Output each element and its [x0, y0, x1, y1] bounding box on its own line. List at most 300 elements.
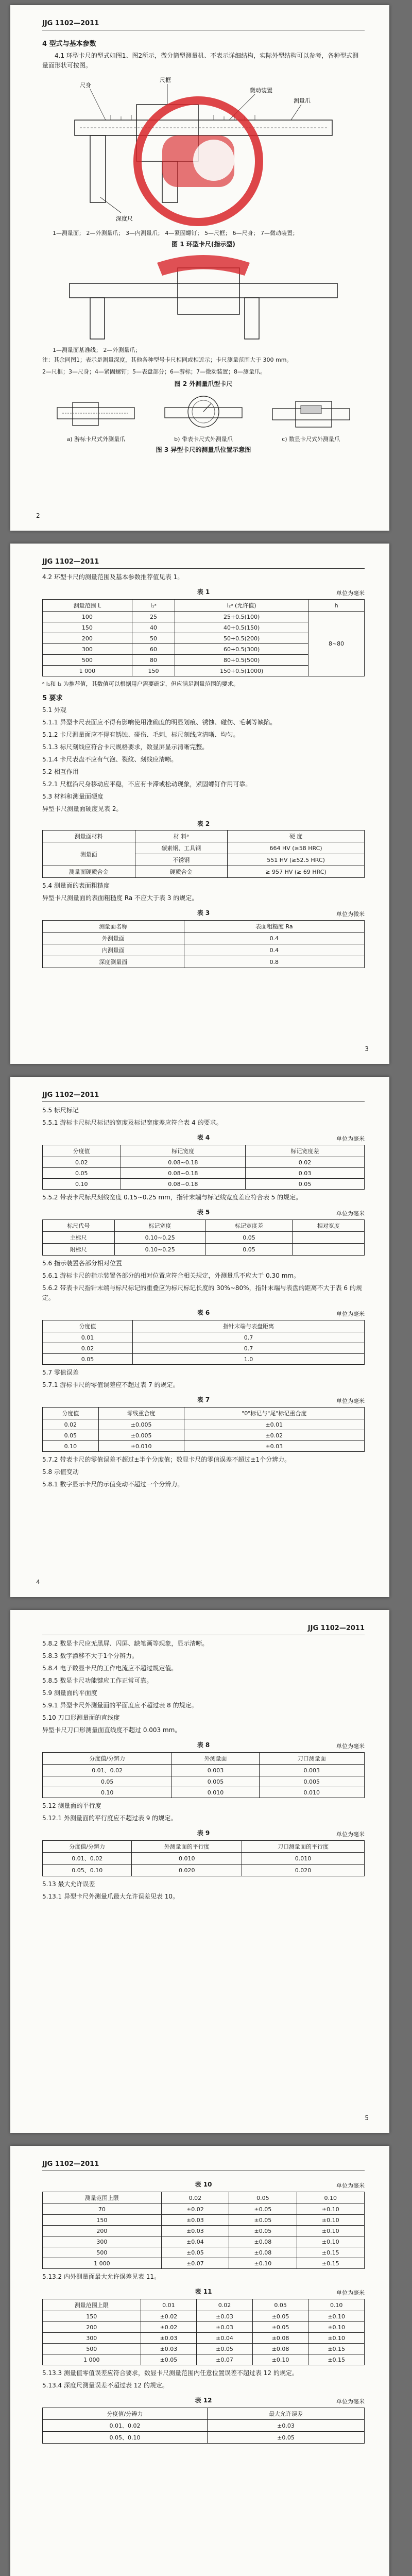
table-cell: ≥ 957 HV (≥ 69 HRC): [228, 866, 365, 878]
paragraph: 5.1 外观: [42, 706, 66, 714]
table-cell: ±0.03: [161, 2215, 229, 2226]
table-row: [43, 2247, 365, 2258]
table-cell: ±0.05: [197, 2344, 253, 2354]
table-unit: 单位为毫米: [336, 2182, 365, 2189]
table-header-cell: 测量面名称: [43, 921, 184, 933]
paragraph: 5.6.1 游标卡尺的指示装置各部分的相对位置应符合相关规定，外测量爪不应大于 0.30 mm。: [42, 1272, 300, 1279]
table-cell: ±0.02: [161, 2204, 229, 2215]
table-cell: 25: [132, 612, 175, 622]
paragraph: 5.7.1 游标卡尺的零值误差应不超过表 7 的规定。: [42, 1381, 179, 1388]
table-cell: 0.7: [133, 1343, 365, 1354]
table-unit: 单位为毫米: [336, 1210, 365, 1217]
table-cell: 0.05: [43, 1776, 172, 1787]
table-row: [43, 842, 365, 854]
table-header-cell: 标记宽度差: [246, 1145, 365, 1157]
table-title: 表 12: [195, 2397, 212, 2404]
table-cell: 0.020: [132, 1865, 242, 1876]
paragraph: 5.2.1 尺框沿尺身移动应平稳，不应有卡滞或松动现象，紧固螺钉作用可靠。: [42, 781, 252, 788]
table-header-cell: 标记宽度: [121, 1145, 246, 1157]
table-cell: 0.05、0.10: [43, 2432, 208, 2444]
table-cell: ±0.005: [98, 1430, 184, 1441]
legend-item: 6—尺身；: [232, 230, 259, 236]
figure-label: 尺框: [160, 77, 171, 83]
figure-2-caliper-drawing: [59, 252, 348, 345]
legend-item: 2—外测量爪；: [86, 230, 124, 236]
table-cell: 0.01、0.02: [43, 1853, 132, 1865]
table-row: [43, 1332, 365, 1343]
table-row: [43, 2236, 365, 2247]
table-row: [43, 2432, 365, 2444]
table-cell: 300: [43, 2333, 141, 2344]
table-cell: 0.003: [259, 1765, 364, 1776]
paragraph: 5.4 测量面的表面粗糙度: [42, 882, 110, 889]
table-cell: ±0.10: [297, 2226, 364, 2236]
dial-jaw-drawing: [160, 392, 247, 433]
table-unit: 单位为毫米: [336, 1136, 365, 1142]
paragraph: 5.7 零值误差: [42, 1369, 79, 1376]
table-cell: ±0.03: [197, 2322, 253, 2333]
table-row: [43, 2420, 365, 2432]
table-header-cell: 分度值/分辨力: [43, 1753, 172, 1765]
table-cell: 0.10~0.25: [114, 1232, 205, 1244]
paragraph: 5.5 标尺标记: [42, 1107, 79, 1114]
legend-item: 7—微动装置；: [261, 230, 298, 236]
table-row: [43, 1430, 365, 1441]
figure-3a: [52, 397, 140, 443]
table-header-cell: 刀口测量面的平行度: [242, 1841, 365, 1853]
table-cell: 1 000: [43, 666, 132, 676]
table-cell: ±0.08: [229, 2236, 297, 2247]
paragraph: 5.8.5 数显卡尺功能键应工作正常可靠。: [42, 1677, 153, 1684]
table-cell: ±0.02: [184, 1430, 364, 1441]
table-cell: ±0.04: [161, 2236, 229, 2247]
table-unit: 单位为微米: [336, 911, 365, 918]
paragraph: 5.3 材料和测量面硬度: [42, 793, 104, 800]
table-cell: 0.05: [246, 1179, 365, 1190]
table-cell: 100: [43, 612, 132, 622]
figure-legend: [53, 346, 365, 354]
table-unit: 单位为毫米: [336, 1743, 365, 1750]
table-header-cell: 最大允许误差: [208, 2408, 365, 2420]
table-title: 表 6: [197, 1309, 210, 1316]
table-title: 表 3: [197, 909, 210, 917]
table-header-cell: 0.02: [161, 2192, 229, 2204]
table-cell: ±0.01: [184, 1419, 364, 1430]
table-cell: 0.02: [43, 1157, 121, 1168]
table-7: [42, 1407, 365, 1452]
paragraph: 5.6 指示装置各部分相对位置: [42, 1260, 122, 1267]
table-cell: 25+0.5(100): [175, 612, 308, 622]
paragraph: 5.13 最大允许误差: [42, 1880, 95, 1888]
table-unit: 单位为毫米: [336, 1831, 365, 1838]
table-cell: ±0.05: [229, 2226, 297, 2236]
paragraph: 5.1.1 异型卡尺表面应不得有影响使用准确度的明显划痕、锈蚀、碰伤、毛刺等缺陷。: [42, 719, 277, 726]
table-title: 表 2: [197, 820, 210, 827]
paragraph: 5.8.2 数显卡尺应无黑屏、闪屏、缺笔画等现象，显示清晰。: [42, 1640, 209, 1647]
paragraph: 5.2 相互作用: [42, 768, 79, 775]
table-cell: 60: [132, 644, 175, 655]
table-cell: 主标尺: [43, 1232, 115, 1244]
table-title: 表 11: [195, 2288, 212, 2295]
page-header: JJG 1102—2011: [42, 1091, 365, 1102]
table-row: [43, 1865, 365, 1876]
table-cell: ±0.15: [297, 2247, 364, 2258]
table-header-cell: 标记宽度差: [205, 1220, 293, 1232]
table-cell: 0.8: [184, 956, 364, 968]
table-cell: ±0.10: [297, 2215, 364, 2226]
table-cell: ±0.05: [208, 2432, 365, 2444]
table-cell: 深度测量面: [43, 956, 184, 968]
table-cell: ±0.05: [161, 2247, 229, 2258]
table-header-cell: 0.10: [297, 2192, 364, 2204]
table-cell: 外测量面: [43, 933, 184, 944]
figure-caption: 图 3 异型卡尺的测量爪位置示意图: [156, 446, 251, 453]
table-cell: 测量面: [43, 842, 135, 866]
table-cell: 40+0.5(150): [175, 622, 308, 633]
table-cell: 60+0.5(300): [175, 644, 308, 655]
table-cell: 551 HV (≥52.5 HRC): [228, 854, 365, 866]
figure-label: 微动装置: [250, 87, 272, 94]
table-header-cell: 分度值: [43, 1145, 121, 1157]
table-cell: ±0.08: [229, 2247, 297, 2258]
table-cell: 80: [132, 655, 175, 666]
table-unit: 单位为毫米: [336, 590, 365, 597]
table-cell: [293, 1244, 365, 1256]
paragraph: 5.8.1 数字显示卡尺的示值变动不超过一个分辨力。: [42, 1481, 184, 1488]
figure-note: 注：其余同图1；表示是测量深度，其他各种型号卡尺相同或相近示；卡尺测量范围大于 300 mm。: [42, 357, 293, 363]
table-cell: ±0.10: [308, 2333, 365, 2344]
table-header-cell: 分度值: [43, 1320, 133, 1332]
table-cell: 0.10: [43, 1441, 99, 1452]
table-cell: 70: [43, 2204, 162, 2215]
table-cell: 不锈钢: [135, 854, 228, 866]
table-row: [43, 1232, 365, 1244]
section-heading: 5 要求: [42, 694, 63, 702]
table-cell: 附标尺: [43, 1244, 115, 1256]
figure-legend: [53, 229, 365, 238]
table-cell: 150: [43, 2311, 141, 2322]
table-header-cell: 分度值/分辨力: [43, 2408, 208, 2420]
table-cell: 500: [43, 2247, 162, 2258]
document-page-3: [10, 1077, 389, 1597]
table-row: [43, 2226, 365, 2236]
figure-note: 2—尺框；3—尺身；4—紧固螺钉；5—表盘部分；6—游标；7—微动装置；8—测量爪。: [42, 368, 266, 375]
table-cell: ±0.15: [308, 2344, 365, 2354]
table-cell: ±0.02: [141, 2311, 197, 2322]
table-unit: 单位为毫米: [336, 2290, 365, 2296]
table-row: [43, 956, 365, 968]
table-cell: 300: [43, 2236, 162, 2247]
table-cell: 50+0.5(200): [175, 633, 308, 644]
table-header-cell: 材 料ᵃ: [135, 831, 228, 842]
figure-sublabel: c) 数显卡尺式外测量爪: [282, 436, 340, 443]
table-cell: 0.05: [43, 1168, 121, 1179]
paragraph: 5.10 刀口形测量面的直线度: [42, 1714, 120, 1721]
table-cell: ±0.02: [141, 2322, 197, 2333]
table-cell: ±0.07: [161, 2258, 229, 2269]
legend-item: 3—内测量爪；: [126, 230, 163, 236]
table-1: [42, 599, 365, 676]
figure-3c: [267, 397, 355, 443]
table-row: [43, 1853, 365, 1865]
table-cell: ±0.10: [297, 2236, 364, 2247]
document-page-2: [10, 544, 389, 1064]
legend-item: 2—外测量爪；: [103, 347, 141, 353]
table-cell: 0.03: [246, 1168, 365, 1179]
figure-caption: 图 2 外测量爪型卡尺: [174, 380, 233, 387]
paragraph: 5.13.2 内外测量面最大允许误差见表 11。: [42, 2273, 161, 2280]
paragraph: 5.12.1 外测量面的平行度应不超过表 9 的规定。: [42, 1815, 177, 1822]
table-cell: 0.020: [242, 1865, 365, 1876]
table-row: [43, 1776, 365, 1787]
table-cell: 0.02: [43, 1343, 133, 1354]
table-row: [43, 2322, 365, 2333]
table-cell: 0.05、0.10: [43, 1865, 132, 1876]
table-title: 表 4: [197, 1134, 210, 1141]
table-header-cell: 0.05: [252, 2299, 308, 2311]
table-cell: ±0.05: [141, 2354, 197, 2365]
paragraph: 5.5.1 游标卡尺标尺标记的宽度及标记宽度差应符合表 4 的要求。: [42, 1119, 222, 1126]
table-cell: 0.010: [172, 1787, 259, 1798]
paragraph: 5.13.3 测量值零值误差应符合要求，数显卡尺测量范围内任意位置误差不超过表 12 的规定。: [42, 2369, 298, 2377]
page-number: 3: [365, 1045, 369, 1053]
table-header-cell: 标尺代号: [43, 1220, 115, 1232]
table-row: [43, 612, 365, 622]
table-row: [43, 1441, 365, 1452]
table-row: [43, 1787, 365, 1798]
table-cell: 0.4: [184, 944, 364, 956]
paragraph: 5.1.3 标尺刻线应符合卡尺规格要求，数显屏显示清晰完整。: [42, 743, 209, 751]
table-cell: 0.05: [43, 1430, 99, 1441]
page-header: JJG 1102—2011: [42, 2160, 365, 2171]
table-cell: ±0.08: [252, 2344, 308, 2354]
table-cell: 0.05: [205, 1244, 293, 1256]
legend-item: 1—测量面；: [53, 230, 84, 236]
table-cell: 8~80: [308, 612, 365, 676]
table-cell: 80+0.5(500): [175, 655, 308, 666]
table-title: 表 1: [197, 588, 210, 596]
table-note: ᵃ l₁和 l₂ 为推荐值，其数值可以根据用户需要确定，但应满足测量范围的要求。: [42, 681, 239, 687]
table-3: [42, 920, 365, 968]
table-row: [43, 1244, 365, 1256]
table-row: [43, 933, 365, 944]
figure-label: 测量爪: [294, 97, 311, 104]
table-cell: 1.0: [133, 1354, 365, 1365]
figure-1-caliper-drawing: [59, 74, 348, 228]
table-cell: ±0.03: [161, 2226, 229, 2236]
paragraph: 5.13.1 异型卡尺外测量爪最大允许误差见表 10。: [42, 1893, 179, 1900]
table-header-cell: 外测量面: [172, 1753, 259, 1765]
table-header-cell: 相对宽度: [293, 1220, 365, 1232]
table-cell: 0.003: [172, 1765, 259, 1776]
table-4: [42, 1145, 365, 1190]
table-cell: 0.10: [43, 1179, 121, 1190]
paragraph: 异型卡尺测量面的表面粗糙度 Ra 不应大于表 3 的规定。: [42, 894, 198, 902]
table-cell: ±0.03: [208, 2420, 365, 2432]
table-header-cell: 测量面材料: [43, 831, 135, 842]
table-cell: ±0.10: [297, 2204, 364, 2215]
table-row: [43, 1354, 365, 1365]
paragraph: 5.1.4 卡尺表盘不应有气泡、裂纹、刻线应清晰。: [42, 756, 178, 763]
table-cell: [293, 1232, 365, 1244]
paragraph: 4.1 环型卡尺的型式如图1、图2所示，微分筒型测量机、不表示详细结构，实际外型结构可以参考，各种型式测量面形状可按图。: [42, 52, 359, 69]
table-cell: 0.010: [259, 1787, 364, 1798]
table-cell: 0.05: [205, 1232, 293, 1244]
table-cell: 0.02: [43, 1419, 99, 1430]
red-stamp-seal: [157, 255, 250, 276]
table-2: [42, 830, 365, 878]
table-cell: 0.10: [43, 1787, 172, 1798]
table-header-cell: 标记宽度: [114, 1220, 205, 1232]
figure-sublabel: b) 带表卡尺式外测量爪: [174, 436, 233, 443]
figure-caption: 图 1 环型卡尺(指示型): [171, 241, 235, 248]
table-cell: ±0.05: [252, 2322, 308, 2333]
table-row: [43, 2311, 365, 2322]
table-title: 表 9: [197, 1829, 210, 1837]
table-cell: 200: [43, 2322, 141, 2333]
table-row: [43, 944, 365, 956]
table-title: 表 7: [197, 1396, 210, 1403]
figure-3-row: [42, 392, 365, 443]
table-header-cell: 外测量面的平行度: [132, 1841, 242, 1853]
table-header-cell: 分度值: [43, 1408, 99, 1419]
table-cell: ±0.07: [197, 2354, 253, 2365]
paragraph: 5.8.4 电子数显卡尺的工作电流应不超过规定值。: [42, 1665, 178, 1672]
table-cell: ±0.10: [252, 2354, 308, 2365]
table-unit: 单位为毫米: [336, 1398, 365, 1404]
table-cell: ±0.005: [98, 1419, 184, 1430]
legend-item: 4—紧固螺钉；: [165, 230, 203, 236]
table-cell: 500: [43, 2344, 141, 2354]
table-6: [42, 1320, 365, 1365]
figure-label: 深度尺: [116, 215, 133, 222]
table-header-cell: l₂ᵃ (允许值): [175, 600, 308, 612]
table-header-cell: 测量范围上限: [43, 2192, 162, 2204]
table-header-cell: 分度值/分辨力: [43, 1841, 132, 1853]
table-row: [43, 1168, 365, 1179]
legend-item: 1—测量面基准线；: [53, 347, 101, 353]
table-row: [43, 2204, 365, 2215]
table-cell: 0.02: [246, 1157, 365, 1168]
legend-item: 5—尺框；: [204, 230, 231, 236]
digital-jaw-drawing: [267, 397, 355, 433]
table-cell: ±0.03: [184, 1441, 364, 1452]
table-row: [43, 2258, 365, 2269]
table-unit: 单位为毫米: [336, 2398, 365, 2405]
page-header: JJG 1102—2011: [42, 1624, 365, 1635]
table-header-cell: 测量范围 L: [43, 600, 132, 612]
table-cell: ±0.15: [308, 2354, 365, 2365]
table-row: [43, 1343, 365, 1354]
paragraph: 5.9 测量面的平面度: [42, 1689, 97, 1697]
table-header-cell: 0.01: [141, 2299, 197, 2311]
table-header-cell: 0.10: [308, 2299, 365, 2311]
table-cell: 150: [132, 666, 175, 676]
table-cell: 200: [43, 2226, 162, 2236]
table-row: [43, 1765, 365, 1776]
table-cell: 50: [132, 633, 175, 644]
table-title: 表 5: [197, 1209, 210, 1216]
table-header-cell: 硬 度: [228, 831, 365, 842]
table-cell: 0.01: [43, 1332, 133, 1343]
table-cell: ±0.03: [141, 2344, 197, 2354]
table-cell: 1 000: [43, 2258, 162, 2269]
table-cell: ±0.04: [197, 2333, 253, 2344]
table-cell: 40: [132, 622, 175, 633]
document-page-1: [10, 5, 389, 531]
paragraph: 异型卡尺刀口形测量面直线度不超过 0.003 mm。: [42, 1726, 181, 1734]
vernier-jaw-drawing: [52, 397, 140, 433]
table-cell: 0.01、0.02: [43, 1765, 172, 1776]
paragraph: 5.8.3 数字漂移不大于1个分辨力。: [42, 1652, 138, 1659]
paragraph: 5.8 示值变动: [42, 1468, 79, 1476]
table-cell: 碳素钢、工具钢: [135, 842, 228, 854]
table-cell: 0.08~0.18: [121, 1168, 246, 1179]
paragraph: 5.12 测量面的平行度: [42, 1802, 101, 1809]
table-header-cell: h: [308, 600, 365, 612]
table-11: [42, 2299, 365, 2365]
table-header-cell: 0.05: [229, 2192, 297, 2204]
table-cell: 150+0.5(1000): [175, 666, 308, 676]
table-row: [43, 866, 365, 878]
table-cell: ±0.05: [229, 2204, 297, 2215]
table-row: [43, 1157, 365, 1168]
table-cell: ±0.10: [308, 2322, 365, 2333]
table-cell: 150: [43, 622, 132, 633]
paragraph: 5.5.2 带表卡尺标尺刻线宽度 0.15~0.25 mm，指针末端与标记线宽度差应符合表 5 的规定。: [42, 1194, 302, 1201]
table-header-cell: 0.02: [197, 2299, 253, 2311]
table-row: [43, 2215, 365, 2226]
table-cell: 0.005: [172, 1776, 259, 1787]
table-cell: 0.4: [184, 933, 364, 944]
table-cell: 0.08~0.18: [121, 1179, 246, 1190]
paragraph: 5.7.2 带表卡尺的零值误差不超过±半个分度值；数显卡尺的零值误差不超过±1个分辨力。: [42, 1456, 291, 1463]
table-title: 表 10: [195, 2181, 212, 2188]
paragraph: 异型卡尺测量面硬度见表 2。: [42, 805, 123, 812]
table-header-cell: 零线重合度: [98, 1408, 184, 1419]
paragraph: 5.13.4 深度尺测量误差不超过表 12 的规定。: [42, 2382, 168, 2389]
figure-label: 尺身: [80, 82, 91, 89]
table-12: [42, 2408, 365, 2444]
table-cell: 0.005: [259, 1776, 364, 1787]
table-header-cell: "0"标记与"尾"标记重合度: [184, 1408, 364, 1419]
table-cell: 硬质合金: [135, 866, 228, 878]
table-cell: 200: [43, 633, 132, 644]
table-row: [43, 1179, 365, 1190]
page-number: 5: [365, 2114, 369, 2122]
table-header-cell: 表面粗糙度 Ra: [184, 921, 364, 933]
table-cell: 1 000: [43, 2354, 141, 2365]
table-cell: 0.01、0.02: [43, 2420, 208, 2432]
table-title: 表 8: [197, 1741, 210, 1749]
page-header: JJG 1102—2011: [42, 20, 365, 30]
table-cell: ±0.03: [141, 2333, 197, 2344]
table-unit: 单位为毫米: [336, 1311, 365, 1317]
table-header-cell: 指针末端与表盘距离: [133, 1320, 365, 1332]
table-cell: 0.05: [43, 1354, 133, 1365]
table-cell: 0.10~0.25: [114, 1244, 205, 1256]
table-cell: ±0.03: [197, 2311, 253, 2322]
table-cell: ±0.15: [297, 2258, 364, 2269]
table-5: [42, 1219, 365, 1256]
table-cell: 0.010: [242, 1853, 365, 1865]
table-row: [43, 2333, 365, 2344]
table-cell: 0.7: [133, 1332, 365, 1343]
table-cell: 300: [43, 644, 132, 655]
table-cell: ±0.05: [229, 2215, 297, 2226]
table-cell: 500: [43, 655, 132, 666]
table-cell: ±0.010: [98, 1441, 184, 1452]
